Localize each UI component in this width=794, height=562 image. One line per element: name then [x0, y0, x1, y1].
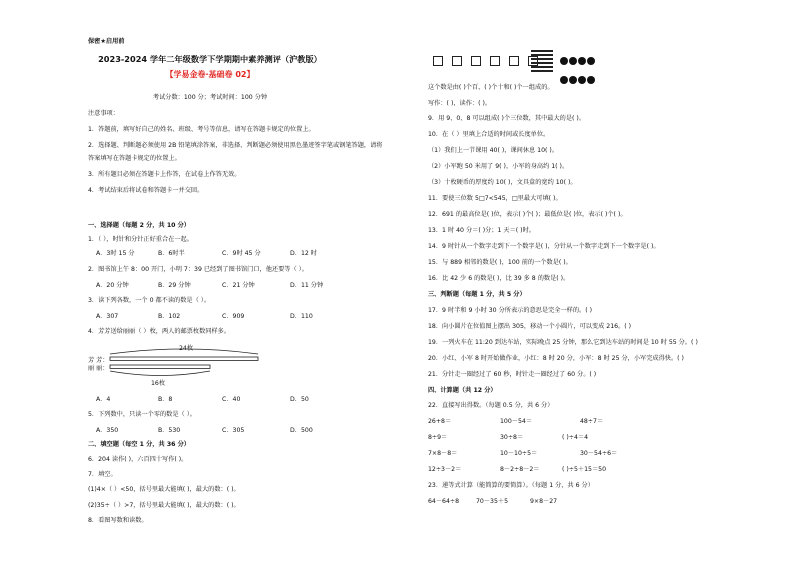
confidential-mark: 保密★启用前 [88, 38, 125, 45]
q2-option-c: C．21 分钟 [222, 282, 255, 289]
question-16: 16．比 42 少 6 的数是( )，比 39 多 8 的数是( )。 [428, 275, 570, 282]
hundred-square [452, 56, 462, 66]
stamp-comparison-diagram [88, 340, 288, 390]
hundred-square [509, 56, 519, 66]
q4-option-d: D．50 [290, 396, 309, 403]
q4-option-b: B．8 [158, 396, 173, 403]
q5-option-d: D．500 [290, 427, 313, 434]
calc-cell: 30－54÷6＝ [580, 450, 618, 457]
question-4: 4．芳芳送给丽丽（ ）枚，两人的邮票枚数同样多。 [88, 328, 231, 335]
tens-sticks [531, 50, 553, 72]
diagram-top-label: 24枚 [179, 345, 194, 352]
notice-item-2: 2．选择题、判断题必须使用 2B 铅笔填涂答案，非选择、判断题必须使用黑色墨迹签字笔或钢笔答题，请将 [88, 142, 383, 149]
q4-option-a: A．4 [96, 396, 111, 403]
q3-option-b: B．102 [158, 313, 181, 320]
question-19: 19．一列火车在 11:20 到达车站，实际晚点 25 分钟，那么它到达车站的时间是 10 时 55 分。( ) [428, 339, 698, 346]
hundred-square [490, 56, 500, 66]
question-8: 8．看图写数和读数。 [88, 517, 148, 524]
question-14: 14．9 时针从一个数字走到下一个数字是( )，分针从一个数字走到下一个数字是( )。 [428, 243, 660, 250]
question-22: 22．直接写出得数。（每题 0.5 分，共 6 分） [428, 402, 554, 409]
calc-cell: 12÷3－2＝ [428, 466, 462, 473]
place-value-boxes [433, 56, 538, 66]
question-3: 3．读下列各数，一个 0 都不读的数是（ ）。 [88, 297, 211, 304]
question-7a: (1)4×（ ）<50，括号里最大能填( )，最大的数：( )。 [88, 486, 240, 493]
question-18: 18．向小圆片在位值图上摆出 305，移动一个小圆片，可以变成 216。( ) [428, 323, 632, 330]
q2-option-b: B．29 分钟 [158, 282, 191, 289]
question-7b: (2)35÷（ ）>7，括号里最大能填( )，最大的数：( )。 [88, 502, 240, 509]
section-fill-heading: 二、填空题（每空 1 分，共 36 分） [88, 441, 190, 448]
question-1: 1．（ ），时针和分针正好重合在一起。 [88, 236, 193, 243]
calc-cell: 48÷7＝ [580, 418, 604, 425]
q1-option-d: D．12 时 [290, 250, 317, 257]
notice-item-2-cont: 答案填写在答题卡规定的位置上。 [88, 155, 181, 162]
exam-info: 考试分数：100 分；考试时间：100 分钟 [152, 94, 268, 101]
hundred-square [433, 56, 443, 66]
question-10: 10．在（ ）里填上合适的时间或长度单位。 [428, 131, 550, 138]
calc-cell: 7×8－8＝ [428, 450, 458, 457]
diagram-row-1: 芳 芳： [88, 357, 109, 364]
question-2: 2．图书馆上午 8：00 开门，小明 7：39 已经到了图书馆门口，他还要等（ ）。 [88, 266, 308, 273]
question-8-composition: 这个数是由( )个百、( )个十和( )个一组成的。 [428, 84, 554, 91]
q4-option-c: C．40 [222, 396, 241, 403]
q1-option-a: A．3时 15 分 [96, 250, 135, 257]
q1-option-c: C．9时 45 分 [222, 250, 261, 257]
q5-option-a: A．350 [96, 427, 119, 434]
notice-item-3: 3．所有题目必须在答题卡上作答，在试卷上作答无效。 [88, 171, 241, 178]
exam-subtitle: 【学易金卷·基础卷 02】 [165, 70, 255, 79]
calc-cell: 30÷8＝ [500, 434, 524, 441]
calc-cell: 26+8＝ [428, 418, 452, 425]
calc-cell: ( )÷5＋15＝50 [562, 466, 607, 473]
question-13: 13．1 时 40 分＝( )分；1 天＝( )时。 [428, 227, 535, 234]
calc-cell: 8÷9＝ [428, 434, 448, 441]
question-9: 9．用 9、0、8 可以组成( )个三位数，其中最大的是( )。 [428, 115, 586, 122]
bar-diagram-svg [88, 340, 288, 390]
expression-cell: 70－35＋5 [476, 498, 509, 505]
q5-option-c: C．305 [222, 427, 245, 434]
question-10-1: （1）我们上一节课用 40( )，课间休息 10( )。 [428, 147, 559, 154]
section-choice-heading: 一、选择题（每题 2 分，共 10 分） [88, 222, 190, 229]
question-20: 20．小红、小军 8 时开始做作业，小红：8 时 20 分，小军：8 时 25 分，小军完成得快。( ) [428, 355, 684, 362]
exam-title: 2023-2024 学年二年级数学下学期期中素养测评（沪教版） [98, 54, 322, 64]
expression-cell: 9×8－27 [530, 498, 558, 505]
diagram-bottom-label: 16枚 [151, 380, 166, 387]
calc-cell: 8－2÷8－2＝ [500, 466, 540, 473]
question-11: 11．要使三位数 5□7<545，□里最大可填( )。 [428, 195, 562, 202]
q3-option-d: D．110 [290, 313, 313, 320]
calc-cell: 10－10÷5＝ [500, 450, 538, 457]
q3-option-a: A．307 [96, 313, 119, 320]
question-10-3: （3）十枚硬币的厚度约 10( )，文具盒的宽约 10( )。 [428, 179, 577, 186]
expression-cell: 64－64÷8 [428, 498, 460, 505]
question-8-write-read: 写作：( )，读作：( )。 [428, 100, 492, 107]
calc-cell: 100－54＝ [500, 418, 533, 425]
calc-cell: ( )÷4＝4 [562, 434, 589, 441]
question-10-2: （2）小军跑 50 米用了 9( )，小军的身高约 1( )。 [428, 163, 569, 170]
question-7: 7．填空。 [88, 471, 117, 478]
section-judge-heading: 三、判断题（每题 1 分，共 5 分） [428, 291, 526, 298]
q1-option-b: B．6时半 [158, 250, 185, 257]
hundred-square [471, 56, 481, 66]
section-calc-heading: 四、计算题（共 12 分） [428, 387, 497, 394]
ones-dots [560, 51, 598, 89]
q3-option-c: C．909 [222, 313, 245, 320]
question-15: 15．与 889 相邻的数是( )，100 前的一个数是( )。 [428, 259, 572, 266]
question-21: 21．分针走一圈经过了 60 秒，时针走一圈经过了 60 分。( ) [428, 371, 597, 378]
question-6: 6．204 读作( )，六百四十写作( )。 [88, 456, 188, 463]
question-17: 17．9 时半和 9 小时 30 分所表示的意思是完全一样的。( ) [428, 307, 592, 314]
diagram-row-2: 丽 丽： [88, 365, 109, 372]
notice-item-4: 4．考试结束后将试卷和答题卡一并交回。 [88, 187, 204, 194]
notice-heading: 注意事项： [88, 110, 119, 117]
question-5: 5．下列数中，只读一个零的数是（ ）。 [88, 411, 196, 418]
question-23: 23．递等式计算（能简算的要简算）。（每题 1 分，共 6 分） [428, 482, 594, 489]
q5-option-b: B．530 [158, 427, 181, 434]
q2-option-a: A．20 分钟 [96, 282, 129, 289]
notice-item-1: 1．答题前，填写好自己的姓名、班级、考号等信息，请写在答题卡规定的位置上。 [88, 126, 315, 133]
q2-option-d: D．11 分钟 [290, 282, 324, 289]
question-12: 12．691 的最高位是( )位，表示( )个( )；最低位是( )位，表示( )个( )。 [428, 211, 627, 218]
